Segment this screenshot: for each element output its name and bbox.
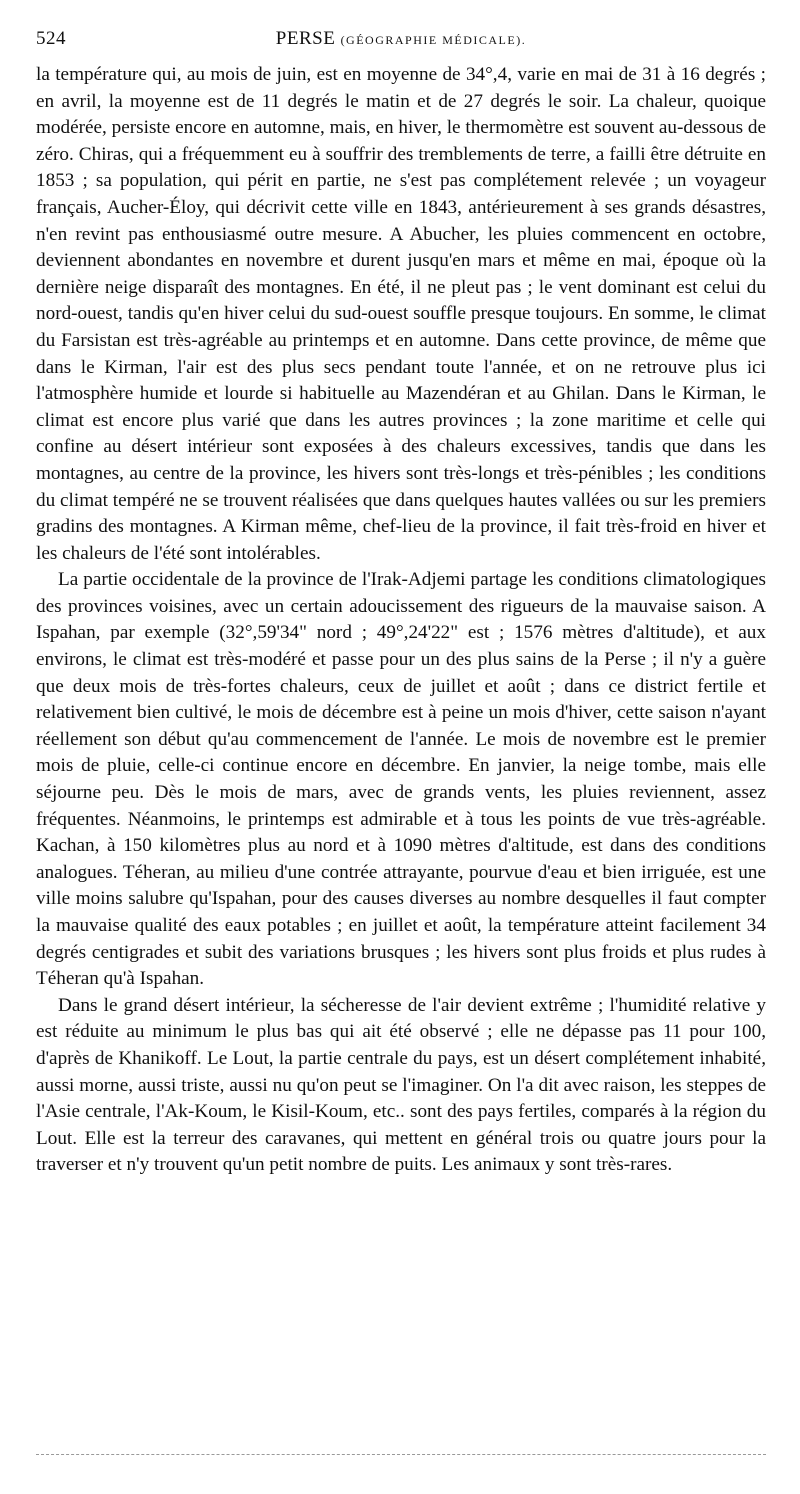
book-page bbox=[36, 28, 766, 1179]
paragraph-2: La partie occidentale de la province de l'Irak-Adjemi partage les conditions climatologiques des provinces voisines, avec un certain adoucissement des rigueurs de la mauvaise saison. A Ispahan, par exemple (32°,59'34" nord ; 49°,24'22" est ; 1576 mètres d'altitude), et aux environs, le climat est très-modéré et passe pour un des plus sains de la Perse ; il n'y a guère que deux mois de très-fortes chaleurs, ceux de juillet et août ; dans ce district fertile et relativement bien cultivé, le mois de décembre est à peine un mois d'hiver, cette saison n'ayant réellement son début qu'au commencement de l'année. Le mois de novembre est le premier mois de pluie, celle-ci continue encore en décembre. En janvier, la neige tombe, mais elle séjourne peu. Dès le mois de mars, avec de grands vents, les pluies reviennent, assez fréquentes. Néanmoins, le printemps est admirable et à tous les points de vue très-agréable. Kachan, à 150 kilomètres plus au nord et à 1090 mètres d'altitude, est dans des conditions analogues. Téheran, au milieu d'une contrée attrayante, pourvue d'eau et bien irriguée, est une ville moins salubre qu'Ispahan, pour des causes diverses au nombre desquelles il faut compter la mauvaise qualité des eaux potables ; en juillet et août, la température atteint facilement 34 degrés centigrades et subit des variations brusques ; les hivers sont plus froids et plus rudes à Téheran qu'à Ispahan. bbox=[36, 569, 766, 990]
running-title-main: PERSE bbox=[275, 28, 336, 49]
page-number: 524 bbox=[36, 28, 66, 49]
running-header bbox=[36, 28, 766, 58]
paragraph-3: Dans le grand désert intérieur, la sécheresse de l'air devient extrême ; l'humidité relative y est réduite au minimum le plus bas qui ait été observé ; elle ne dépasse pas 11 pour 100, d'après de Khanikoff. Le Lout, la partie centrale du pays, est un désert complétement inhabité, aussi morne, aussi triste, aussi nu qu'on peut se l'imaginer. On l'a dit avec raison, les steppes de l'Asie centrale, l'Ak-Koum, le Kisil-Koum, etc.. sont des pays fertiles, comparés à la région du Lout. Elle est la terreur des caravanes, qui mettent en général trois ou quatre jours pour la traverser et n'y trouvent qu'un petit nombre de puits. Les animaux y sont très-rares. bbox=[36, 994, 766, 1176]
paragraph-1: la température qui, au mois de juin, est en moyenne de 34°,4, varie en mai de 31 à 16 degrés ; en avril, la moyenne est de 11 degrés le matin et de 27 degrés le soir. La chaleur, quoique modérée, persiste encore en automne, mais, en hiver, le thermomètre est souvent au-dessous de zéro. Chiras, qui a fréquemment eu à souffrir des tremblements de terre, a failli être détruite en 1853 ; sa population, qui périt en partie, ne s'est pas complétement relevée ; un voyageur français, Aucher-Éloy, qui décrivit cette ville en 1843, antérieurement à ses grands désastres, n'en revint pas enthousiasmé outre mesure. A Abucher, les pluies commencent en octobre, deviennent abondantes en novembre et durent jusqu'en mars et même en mai, époque où la dernière neige disparaît des montagnes. En été, il ne pleut pas ; le vent dominant est celui du nord-ouest, tandis qu'en hiver celui du sud-ouest souffle presque toujours. En somme, le climat du Farsistan est très-agréable au printemps et en automne. Dans cette province, de même que dans le Kirman, l'air est des plus secs pendant toute l'année, et on ne retrouve plus ici l'atmosphère humide et lourde si habituelle au Mazendéran et au Ghilan. Dans le Kirman, le climat est encore plus varié que dans les autres provinces ; la zone maritime et celle qui confine au désert intérieur sont exposées à des chaleurs excessives, tandis que dans les montagnes, au centre de la province, les hivers sont très-longs et très-pénibles ; les conditions du climat tempéré ne se trouvent réalisées que dans quelques hautes vallées ou sur les premiers gradins des montagnes. A Kirman même, chef-lieu de la province, il fait très-froid en hiver et les chaleurs de l'été sont intolérables. bbox=[36, 64, 766, 564]
body-text bbox=[36, 62, 766, 1179]
footer-divider bbox=[36, 1454, 766, 1455]
running-title bbox=[36, 28, 766, 50]
running-title-subtitle: (GÉOGRAPHIE MÉDICALE). bbox=[340, 33, 527, 47]
